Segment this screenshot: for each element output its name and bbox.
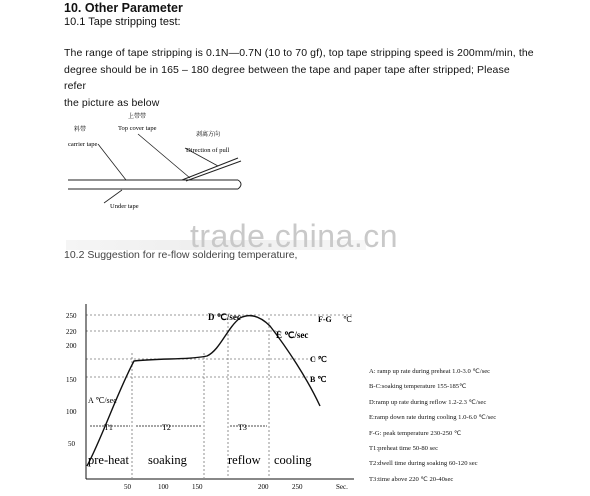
reflow-legend-notes: [369, 364, 587, 487]
x-tick-label: 250: [292, 483, 303, 491]
phase-soaking: soaking: [148, 453, 187, 467]
phase-reflow: reflow: [228, 453, 261, 467]
under-leader: [104, 190, 122, 203]
label-fg: F-G: [318, 315, 332, 324]
carrier-label-cn: 料带: [74, 127, 87, 133]
y-tick-label: 200: [66, 342, 77, 350]
x-tick-label: 150: [192, 483, 203, 491]
label-b: B ℃: [310, 375, 327, 384]
section-title: 10. Other Parameter: [64, 1, 183, 15]
label-a: A ℃/sec: [88, 396, 117, 405]
phase-preheat: pre-heat: [88, 453, 129, 467]
y-tick-label: 50: [68, 440, 75, 448]
x-tick-label: 50: [124, 483, 131, 491]
interval-t1: T1: [104, 423, 113, 432]
legend-note: A: ramp up rate during preheat 1.0-3.0 ℃/sec: [369, 368, 491, 375]
interval-t3: T3: [238, 423, 247, 432]
top-tape-label: Top cover tape: [118, 125, 157, 132]
phase-cooling: cooling: [274, 453, 312, 467]
label-fg-unit: ℃: [343, 315, 352, 324]
top-tape-leader: [138, 134, 190, 178]
carrier-leader: [98, 144, 126, 180]
watermark: trade.china.cn: [190, 218, 399, 254]
tape-stripping-paragraph: [64, 45, 534, 111]
pull-label: Direction of pull: [186, 147, 230, 154]
x-axis-unit: Sec.: [336, 483, 348, 491]
tape-stripping-diagram: [60, 108, 260, 218]
label-c: C ℃: [310, 355, 327, 364]
pull-label-cn: 剥离方向: [196, 132, 221, 138]
legend-note: T1:preheat time 50-80 sec: [369, 445, 439, 453]
tape-stripping-subtitle: 10.1 Tape stripping test:: [64, 16, 181, 28]
legend-note: T2:dwell time during soaking 60-120 sec: [369, 460, 478, 468]
label-e: E ℃/sec: [276, 330, 309, 340]
y-tick-label: 250: [66, 312, 77, 320]
legend-note: D:ramp up rate during reflow 1.2-2.3 ℃/sec: [369, 398, 487, 406]
y-tick-label: 150: [66, 376, 77, 384]
legend-note: F-G: peak temperature 230-250 ℃: [369, 429, 462, 437]
legend-note: B-C:soaking temperature 155-185℃: [369, 383, 467, 391]
carrier-tape-end: [238, 180, 241, 189]
y-tick-label: 220: [66, 328, 77, 336]
top-tape-label-cn: 上带带: [128, 114, 147, 120]
x-tick-label: 200: [258, 483, 269, 491]
carrier-label: carrier tape: [68, 141, 98, 148]
label-d: D ℃/sec: [208, 312, 241, 322]
x-tick-label: 100: [158, 483, 169, 491]
paragraph-line: The range of tape stripping is 0.1N—0.7N (10 to 70 gf), top tape stripping speed is 200mm/min, the: [64, 47, 534, 59]
reflow-subtitle: 10.2 Suggestion for re-flow soldering temperature,: [64, 249, 298, 261]
under-tape-label: Under tape: [110, 203, 139, 210]
paragraph-line: degree should be in 165 – 180 degree between the tape and paper tape after stripped; Please refer: [64, 63, 510, 92]
legend-note: T3:time above 220 ℃ 20-40sec: [369, 475, 454, 483]
legend-note: E:ramp down rate during cooling 1.0-6.0 ℃/sec: [369, 414, 497, 422]
y-tick-label: 100: [66, 408, 77, 416]
reflow-profile-chart: [62, 298, 362, 494]
interval-t2: T2: [162, 423, 171, 432]
paragraph-line: the picture as below: [64, 96, 160, 109]
